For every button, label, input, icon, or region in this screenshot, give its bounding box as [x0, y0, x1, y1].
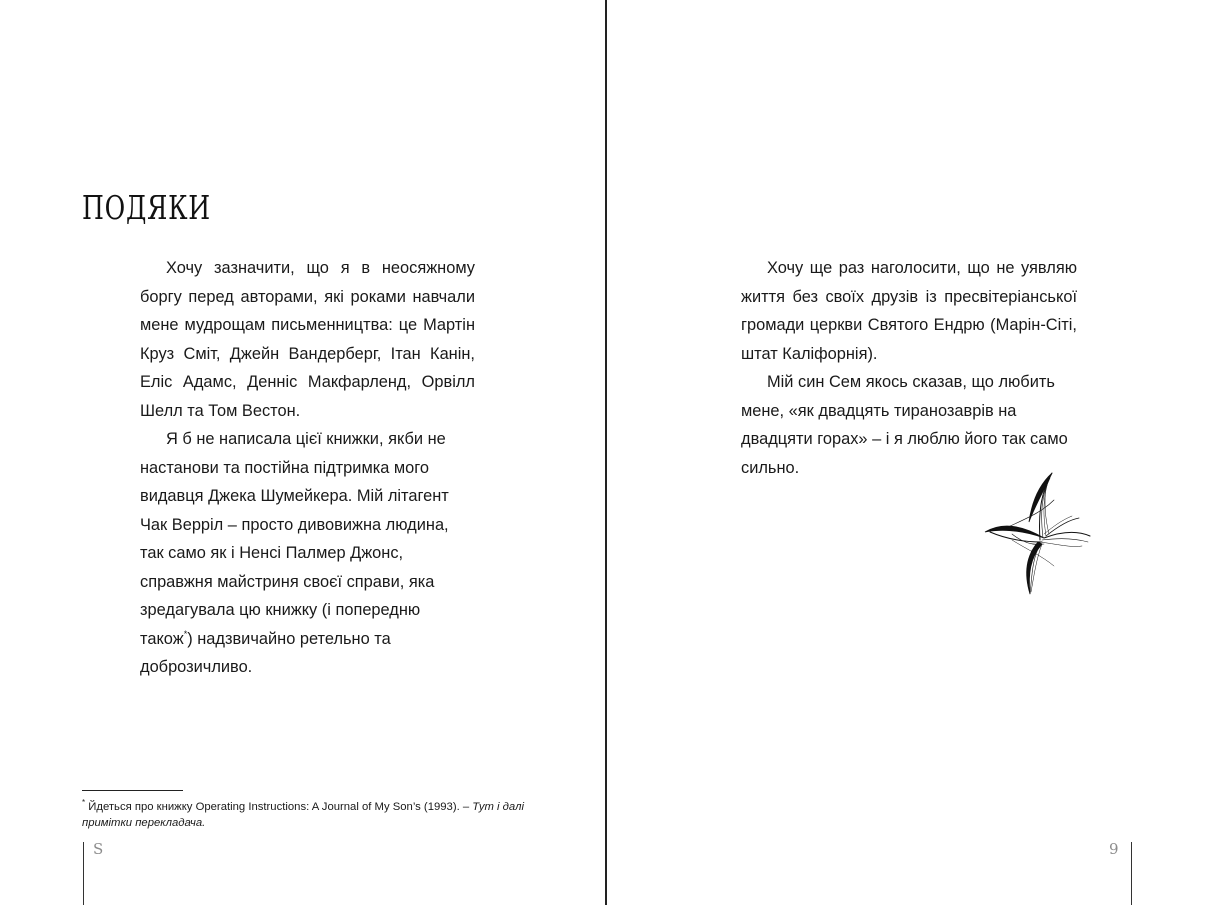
- paragraph-4: Мій син Сем якось сказав, що любить мене, «як двадцять тиранозаврів на двадцяти горах» – і я люблю його так само сильно.: [741, 373, 1068, 477]
- paragraph-2-text: Я б не написала цієї книжки, якби не настанови та постійна підтримка мого видавця Джека Шумейкера. Мій літагент Чак Верріл – просто дивовижна людина, так само як і Ненсі Палмер Джонс, справжня майстриня своєї справи, яка зредагувала цю книжку (і попередню також: [140, 430, 449, 648]
- page-number: 9: [1109, 840, 1119, 858]
- book-gutter: [605, 0, 607, 905]
- footnote-divider: [82, 790, 183, 791]
- footnote-translator-note: Тут і далі примітки перекладача.: [82, 801, 524, 829]
- left-page-folio: S: [93, 840, 104, 858]
- page-title: ПОДЯКИ: [82, 188, 211, 227]
- footnote-text: Йдеться про книжку Operating Instructions: A Journal of My Son’s (1993). –: [85, 801, 473, 813]
- paragraph-1: Хочу зазначити, що я в неосяжному боргу перед авторами, які роками навчали мене мудрощам письменництва: це Мартін Круз Сміт, Джейн Вандерберг, Ітан Канін, Еліс Адамс, Денніс Макфарленд, Орвілл Шелл та Том Вестон.: [140, 259, 475, 420]
- right-page-body: [741, 254, 1077, 482]
- paragraph-2: [140, 425, 475, 682]
- paragraph-2-text-end: ) надзвичайно ретельно та доброзичливо.: [140, 629, 391, 676]
- left-page-body: [140, 254, 475, 682]
- footnote: [82, 795, 552, 831]
- paragraph-3: Хочу ще раз наголосити, що не уявляю життя без своїх друзів із пресвітеріанської громади церкви Святого Ендрю (Марін-Сіті, штат Каліфорнія).: [741, 259, 1077, 363]
- footnote-marker: *: [82, 798, 86, 807]
- left-page-edge: [83, 842, 84, 905]
- footnote-reference: *: [183, 628, 188, 639]
- bird-ornament-icon: [982, 470, 1094, 596]
- right-page-edge: [1131, 842, 1132, 905]
